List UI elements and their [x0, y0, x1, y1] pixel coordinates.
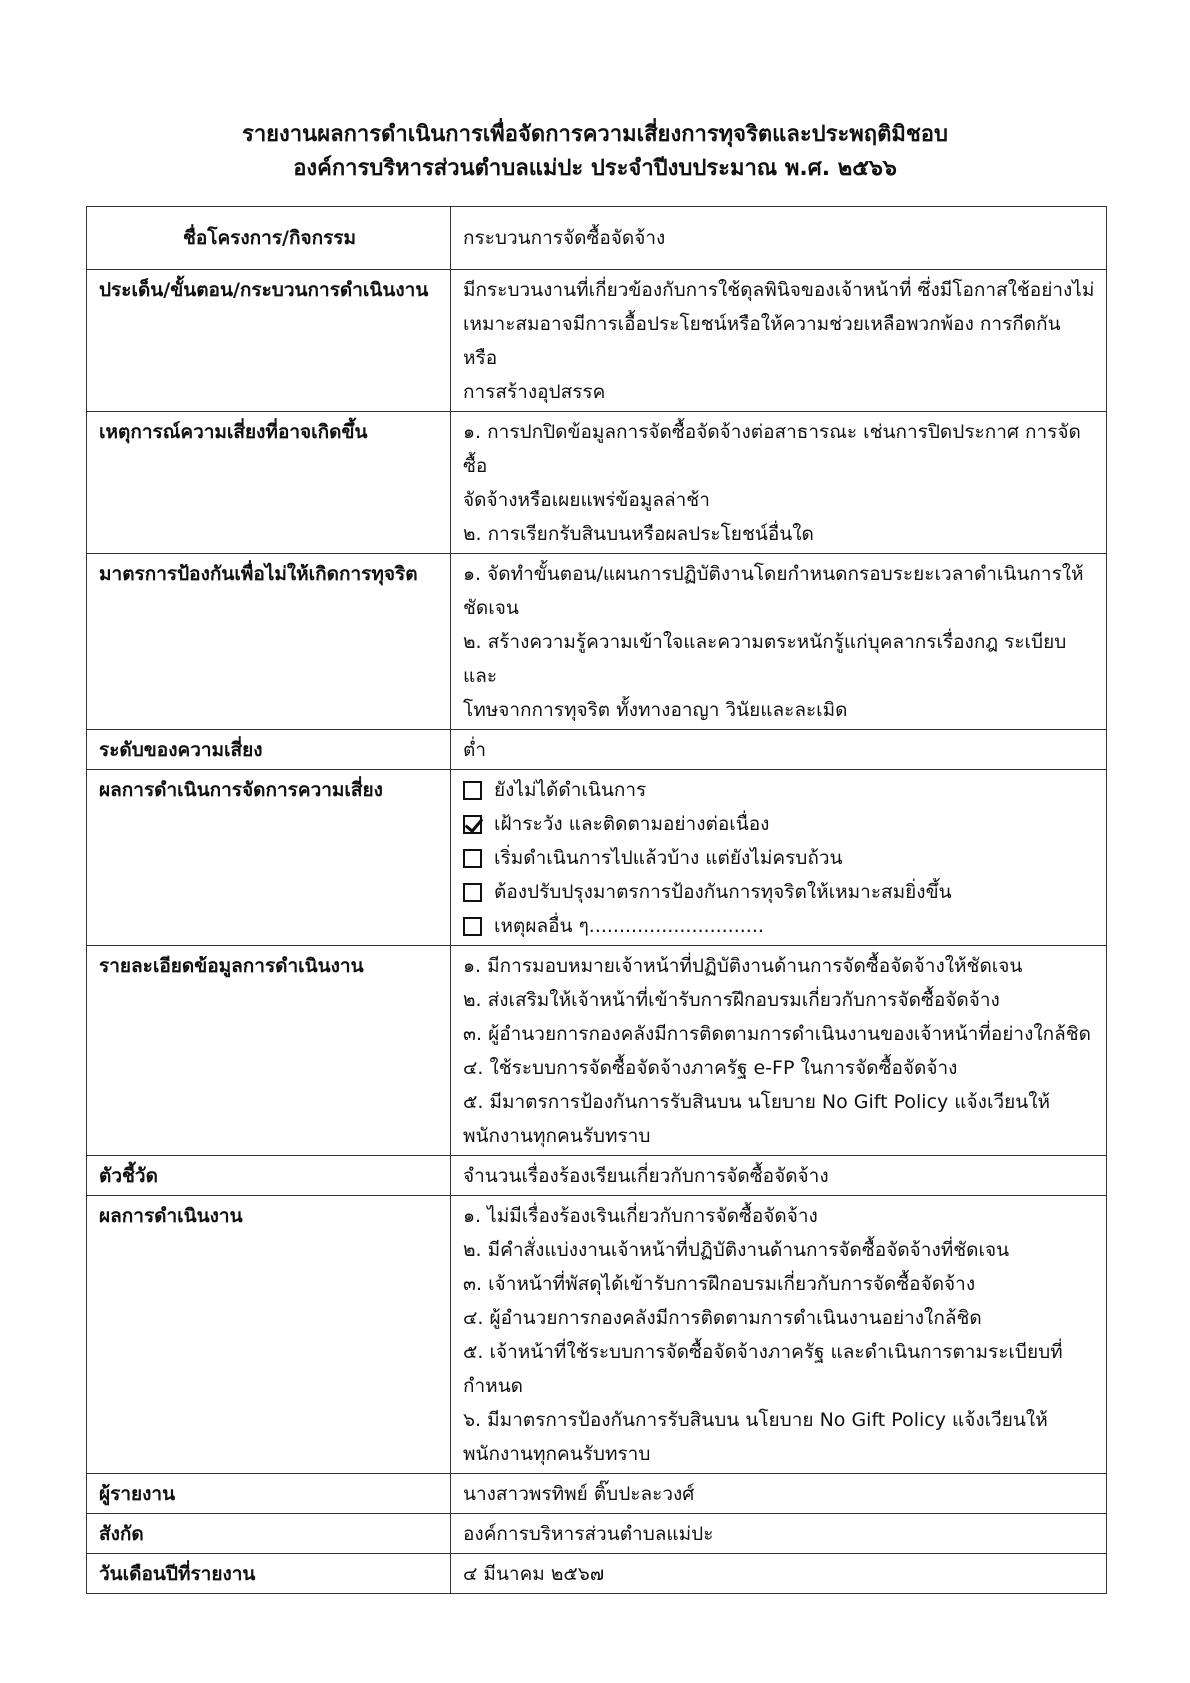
row-label: ผู้รายงาน [87, 1474, 451, 1514]
option-label: ยังไม่ได้ดำเนินการ [494, 779, 647, 801]
option-in-progress [463, 841, 1096, 875]
row-value: ๔ มีนาคม ๒๕๖๗ [451, 1554, 1107, 1594]
text-line: ๔. ผู้อำนวยการกองคลังมีการติดตามการดำเนินงานอย่างใกล้ชิด [463, 1307, 982, 1329]
row-label: ประเด็น/ขั้นตอน/กระบวนการดำเนินงาน [87, 270, 451, 412]
option-other [463, 909, 1096, 943]
row-label: ระดับของความเสี่ยง [87, 730, 451, 770]
option-not-started [463, 773, 1096, 807]
row-value: ต่ำ [451, 730, 1107, 770]
option-label: เฝ้าระวัง และติดตามอย่างต่อเนื่อง [494, 813, 770, 835]
text-line: ๑. มีการมอบหมายเจ้าหน้าที่ปฏิบัติงานด้านการจัดซื้อจัดจ้างให้ชัดเจน [463, 955, 1023, 977]
text-line: พนักงานทุกคนรับทราบ [463, 1125, 651, 1147]
checkbox-icon [463, 883, 482, 902]
option-monitoring [463, 807, 1096, 841]
text-line: กำหนด [463, 1375, 524, 1397]
text-line: ๒. ส่งเสริมให้เจ้าหน้าที่เข้ารับการฝึกอบรมเกี่ยวกับการจัดซื้อจัดจ้าง [463, 989, 1000, 1011]
row-value: นางสาวพรทิพย์ ติ๊บปะละวงศ์ [451, 1474, 1107, 1514]
row-results [87, 1196, 1107, 1474]
row-label: ตัวชี้วัด [87, 1156, 451, 1196]
row-label: วันเดือนปีที่รายงาน [87, 1554, 451, 1594]
checkbox-icon [463, 917, 482, 936]
row-value [451, 270, 1107, 412]
text-line: ๒. การเรียกรับสินบนหรือผลประโยชน์อื่นใด [463, 523, 814, 545]
row-risk-result [87, 770, 1107, 946]
row-label: รายละเอียดข้อมูลการดำเนินงาน [87, 946, 451, 1156]
text-line: ๒. สร้างความรู้ความเข้าใจและความตระหนักรู้แก่บุคลากรเรื่องกฎ ระเบียบ และ [463, 631, 1067, 687]
option-improve [463, 875, 1096, 909]
text-line: ๕. มีมาตรการป้องกันการรับสินบน นโยบาย No Gift Policy แจ้งเวียนให้ [463, 1091, 1051, 1113]
row-value [451, 770, 1107, 946]
row-value [451, 946, 1107, 1156]
text-line: ๒. มีคำสั่งแบ่งงานเจ้าหน้าที่ปฏิบัติงานด้านการจัดซื้อจัดจ้างที่ชัดเจน [463, 1239, 1010, 1261]
row-affiliation [87, 1514, 1107, 1554]
checkbox-icon [463, 849, 482, 868]
text-line: การสร้างอุปสรรค [463, 381, 606, 403]
option-label: ต้องปรับปรุงมาตรการป้องกันการทุจริตให้เหมาะสมยิ่งขึ้น [494, 881, 952, 903]
row-details [87, 946, 1107, 1156]
row-value: กระบวนการจัดซื้อจัดจ้าง [451, 207, 1107, 270]
row-indicator [87, 1156, 1107, 1196]
text-line: ๓. เจ้าหน้าที่พัสดุได้เข้ารับการฝึกอบรมเกี่ยวกับการจัดซื้อจัดจ้าง [463, 1273, 976, 1295]
row-value [451, 554, 1107, 730]
row-label: มาตรการป้องกันเพื่อไม่ให้เกิดการทุจริต [87, 554, 451, 730]
row-label: ผลการดำเนินงาน [87, 1196, 451, 1474]
checkbox-icon [463, 781, 482, 800]
row-reporter [87, 1474, 1107, 1514]
report-title: รายงานผลการดำเนินการเพื่อจัดการความเสี่ยงการทุจริตและประพฤติมิชอบ [242, 122, 948, 147]
text-line: ๓. ผู้อำนวยการกองคลังมีการติดตามการดำเนินงานของเจ้าหน้าที่อย่างใกล้ชิด [463, 1023, 1092, 1045]
row-label: เหตุการณ์ความเสี่ยงที่อาจเกิดขึ้น [87, 412, 451, 554]
row-process [87, 270, 1107, 412]
text-line: ๕. เจ้าหน้าที่ใช้ระบบการจัดซื้อจัดจ้างภาครัฐ และดำเนินการตามระเบียบที่ [463, 1341, 1063, 1363]
row-risk-level [87, 730, 1107, 770]
option-label: เหตุผลอื่น ๆ............................. [494, 915, 764, 937]
text-line: ๖. มีมาตรการป้องกันการรับสินบน นโยบาย No Gift Policy แจ้งเวียนให้ [463, 1409, 1048, 1431]
row-value [451, 412, 1107, 554]
row-prevention [87, 554, 1107, 730]
checkbox-icon [463, 815, 482, 834]
row-risk-events [87, 412, 1107, 554]
row-label: สังกัด [87, 1514, 451, 1554]
row-project [87, 207, 1107, 270]
text-line: พนักงานทุกคนรับทราบ [463, 1443, 651, 1465]
text-line: ๔. ใช้ระบบการจัดซื้อจัดจ้างภาครัฐ e-FP ในการจัดซื้อจัดจ้าง [463, 1057, 958, 1079]
text-line: โทษจากการทุจริต ทั้งทางอาญา วินัยและละเมิด [463, 699, 848, 721]
row-value [451, 1196, 1107, 1474]
row-report-date [87, 1554, 1107, 1594]
text-line: ๑. ไม่มีเรื่องร้องเรินเกี่ยวกับการจัดซื้อจัดจ้าง [463, 1205, 818, 1227]
option-label: เริ่มดำเนินการไปแล้วบ้าง แต่ยังไม่ครบถ้วน [494, 847, 843, 869]
row-label: ผลการดำเนินการจัดการความเสี่ยง [87, 770, 451, 946]
text-line: จัดจ้างหรือเผยแพร่ข้อมูลล่าช้า [463, 489, 710, 511]
row-label: ชื่อโครงการ/กิจกรรม [87, 207, 451, 270]
text-line: ๑. จัดทำขั้นตอน/แผนการปฏิบัติงานโดยกำหนดกรอบระยะเวลาดำเนินการให้ [463, 563, 1084, 585]
report-subtitle: องค์การบริหารส่วนตำบลแม่ปะ ประจำปีงบประมาณ พ.ศ. ๒๕๖๖ [293, 156, 897, 181]
text-line: มีกระบวนงานที่เกี่ยวข้องกับการใช้ดุลพินิจของเจ้าหน้าที่ ซึ่งมีโอกาสใช้อย่างไม่ [463, 279, 1095, 301]
row-value: องค์การบริหารส่วนตำบลแม่ปะ [451, 1514, 1107, 1554]
text-line: เหมาะสมอาจมีการเอื้อประโยชน์หรือให้ความช่วยเหลือพวกพ้อง การกีดกัน หรือ [463, 313, 1061, 369]
report-table [86, 206, 1107, 1594]
row-value: จำนวนเรื่องร้องเรียนเกี่ยวกับการจัดซื้อจัดจ้าง [451, 1156, 1107, 1196]
text-line: ๑. การปกปิดข้อมูลการจัดซื้อจัดจ้างต่อสาธารณะ เช่นการปิดประกาศ การจัดซื้อ [463, 421, 1081, 477]
text-line: ชัดเจน [463, 597, 519, 619]
